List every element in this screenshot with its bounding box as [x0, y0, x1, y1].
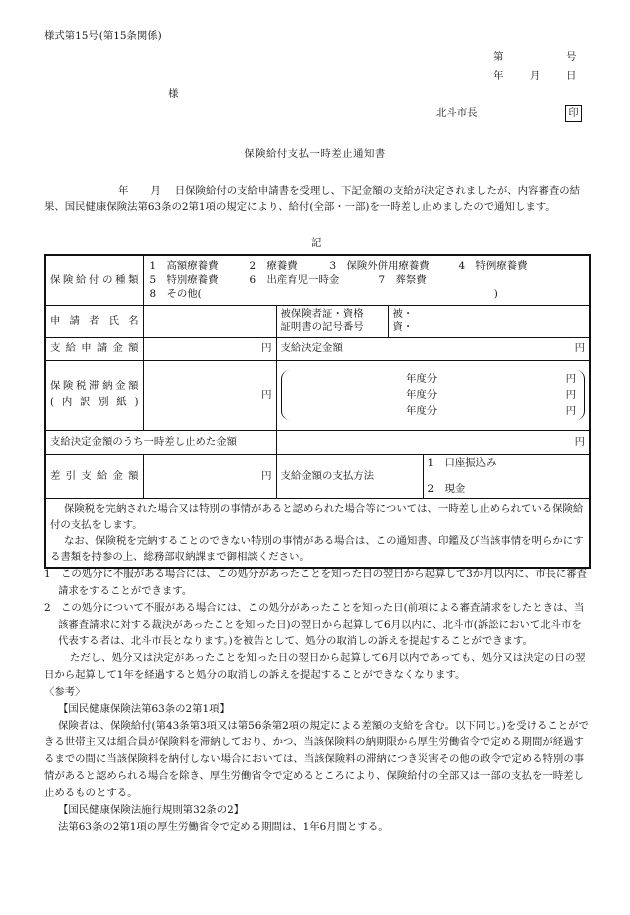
note-1: 1 この処分に不服がある場合には、この処分があったことを知った日の翌日から起算して3か月以内に、市長に審査請求をすることができます。	[44, 568, 588, 597]
note-3: ただし、処分又は決定があったことを知った日の翌日から起算して6月以内であっても、処分又は決定の日の翌日から起算して1年を経過すると処分の取消しの訴えを提起することができなくなります。	[44, 652, 586, 682]
doc-number-suffix: 号	[566, 51, 577, 63]
kind-item: 3 保険外併用療養費	[329, 260, 430, 273]
suspended-amount-label: 支給決定金額のうち一時差し止めた金額	[45, 430, 276, 454]
table-row	[45, 498, 590, 568]
kind-item: 7 葬祭費	[378, 274, 427, 287]
date-year: 年	[493, 70, 504, 82]
form-id: 様式第15号(第15条関係)	[44, 30, 162, 42]
net-amount-label: 差引支給金額	[50, 469, 139, 482]
arrears-label: 保険税滞納金額	[50, 380, 139, 393]
kind-item-other: 8 その他(	[149, 288, 202, 301]
seal-mark	[565, 105, 582, 122]
kind-item: 6 出産育児一時金	[249, 274, 340, 287]
intro-text: 日保険給付の支給申請書を受理し、下記金額の支給が決定されましたが、内容審査の結果、国民健康保険法第63条の2第1項の規定により、給付(全部・一部)を一時差し止めましたので通知します。	[44, 185, 581, 214]
kind-item: 1 高額療養費	[149, 260, 219, 273]
kind-item: 5 特別療養費	[149, 274, 219, 287]
table-row	[45, 305, 590, 337]
applied-amount-yen: 円	[143, 337, 276, 360]
arrears-year-row: 年度分 円	[406, 388, 577, 401]
date-month: 月	[530, 70, 541, 82]
doc-number-label: 第	[493, 51, 504, 63]
page-title: 保険給付支払一時差止通知書	[244, 148, 386, 160]
applied-amount-label: 支給申請金額	[50, 342, 139, 355]
payment-method-label: 支給金額の支払方法	[276, 454, 423, 498]
arrears-yen: 円	[143, 360, 276, 430]
method-option: 2 現金	[427, 482, 466, 495]
kind-item: 4 特例療養費	[458, 260, 528, 273]
table-row	[45, 430, 590, 454]
reference-heading: 〈参考〉	[44, 685, 86, 698]
arrears-year-row: 年度分 円	[406, 405, 577, 418]
net-amount-yen: 円	[143, 454, 276, 498]
arrears-year-row: 年度分 円	[406, 372, 577, 385]
kind-item: 2 療養費	[249, 260, 298, 273]
addressee-suffix: 様	[168, 88, 179, 100]
date-day: 日	[566, 70, 577, 82]
kind-row-1	[150, 259, 586, 273]
suspended-amount-yen: 円	[276, 430, 590, 454]
note-2: 2 この処分について不服がある場合には、この処分があったことを知った日(前項による審査請求をしたときは、当該審査請求に対する裁決があったことを知った日)の翌日から起算して6月以内に、北斗市(訴訟において北斗市を代表する者は、北斗市長となります。)を被告として、処分の取消しの訴えを提起することができます。	[44, 601, 585, 648]
decided-amount-row	[281, 342, 586, 354]
intro-month: 月	[150, 185, 161, 197]
intro-paragraph	[44, 183, 589, 215]
insured-card-label-2: 証明書の記号番号	[280, 321, 364, 334]
law1-title: 【国民健康保険法第63条の2第1項】	[58, 702, 230, 715]
kind-row-3	[150, 287, 586, 301]
applicant-label: 申請者氏名	[50, 314, 139, 327]
hi-label: 被・	[392, 307, 414, 320]
law1-text: 保険者は、保険給付(第43条第3項又は第56条第2項の規定による差額の支給を含む。以下同じ。)を受けることができる世帯主又は組合員が保険料を滞納しており、かつ、当該保険料の納期限から厚生労働省令で定める期間が経過するまでの間に当該保険料を納付しない場合においては、当該保険料の滞納につき災害その他の政令で定める特別の事情があると認められる場合を除き、厚生労働省令で定めるところにより、保険給付の全部又は一部の支払を一時差し止めるものとする。	[44, 719, 589, 799]
benefit-table	[44, 254, 591, 569]
decided-amount-label: 支給決定金額	[280, 342, 343, 355]
table-row	[45, 337, 590, 360]
notes-section	[44, 566, 592, 836]
issuer: 北斗市長	[436, 107, 478, 119]
table-note-1: 保険税を完納された場合又は特別の事情があると認められた場合等については、一時差し止められている保険給付の支払をします。	[50, 502, 584, 531]
law2-text: 法第63条の2第1項の厚生労働省令で定める期間は、1年6月間とする。	[58, 820, 389, 833]
seal-icon: 印	[565, 105, 582, 122]
law2-title: 【国民健康保険法施行規則第32条の2】	[58, 803, 245, 816]
ki-heading: 記	[311, 237, 322, 249]
method-option: 1 口座振込み	[427, 457, 497, 470]
table-row	[45, 454, 590, 498]
applicant-value	[143, 305, 276, 337]
shi-label: 資・	[392, 321, 414, 334]
table-row	[45, 255, 590, 305]
arrears-breakdown	[281, 370, 586, 420]
table-row	[45, 360, 590, 430]
kind-other-close: )	[493, 288, 498, 301]
arrears-breakdown-label: (内訳別紙)	[50, 396, 139, 409]
kind-row-2	[150, 273, 586, 287]
table-note-2: なお、保険税を完納することのできない特別の事情がある場合は、この通知書、印鑑及び当該事情を明らかにする書類を持参の上、総務部収納課まで御相談ください。	[50, 534, 584, 563]
kind-label: 保険給付の種類	[50, 274, 139, 286]
intro-year: 年	[118, 185, 129, 197]
decided-amount-yen: 円	[574, 342, 586, 355]
insured-card-label-1: 被保険者証・資格	[280, 307, 364, 320]
